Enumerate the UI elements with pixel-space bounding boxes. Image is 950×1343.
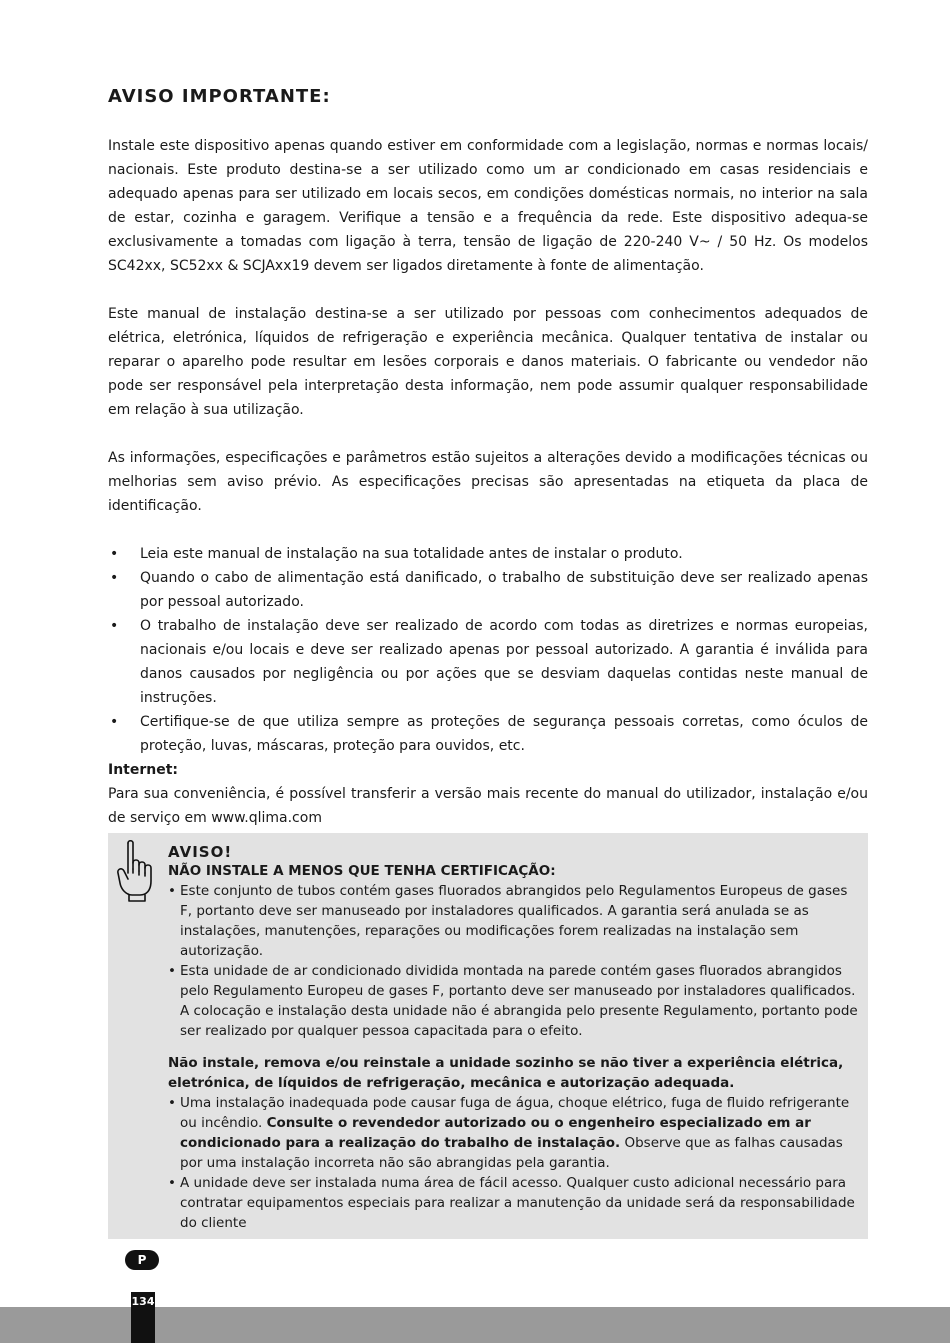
warning-list <box>168 881 862 1041</box>
page-number: 134 <box>131 1292 155 1343</box>
list-item: • A unidade deve ser instalada numa área de fácil acesso. Qualquer custo adicional necessário para contratar equipamentos especiais para realizar a manutenção da unidade será da responsabilidade do cliente <box>168 1173 862 1233</box>
warning-title: AVISO! <box>168 843 233 861</box>
language-badge: P <box>125 1250 159 1270</box>
warning-bold-paragraph: Não instale, remova e/ou reinstale a unidade sozinho se não tiver a experiência elétrica, eletrónica, de líquidos de refrigeração, mecânica e autorização adequada. <box>168 1055 844 1091</box>
list-item: • Quando o cabo de alimentação está danificado, o trabalho de substituição deve ser realizado apenas por pessoal autorizado. <box>108 566 868 614</box>
internet-heading: Internet: <box>108 762 179 778</box>
warning-box <box>108 833 868 1239</box>
page-title: AVISO IMPORTANTE: <box>108 86 331 107</box>
paragraph-specifications: As informações, especificações e parâmetros estão sujeitos a alterações devido a modificações técnicas ou melhorias sem aviso prévio. As especificações precisas são apresentadas na etiqueta da placa de identificação. <box>108 450 868 514</box>
list-item: • O trabalho de instalação deve ser realizado de acordo com todas as diretrizes e normas europeias, nacionais e/ou locais e deve ser realizado apenas por pessoal autorizado. A garantia é inválida para danos causados por negligência ou por ações que se desviam daquelas contidas neste manual de instruções. <box>108 614 868 710</box>
paragraph-conformity: Instale este dispositivo apenas quando estiver em conformidade com a legislação, normas e normas locais/ nacionais. Este produto destina-se a ser utilizado como um ar condicionado em casas residenciais e adequado apenas para ser utilizado em locais secos, em condições domésticas normais, no interior na sala de estar, cozinha e garagem. Verifique a tensão e a frequência da rede. Este dispositivo adequa-se exclusivamente a tomadas com ligação à terra, tensão de ligação de 220-240 V~ / 50 Hz. Os modelos SC42xx, SC52xx & SCJAxx19 devem ser ligados diretamente à fonte de alimentação. <box>108 138 868 274</box>
list-item: • Certifique-se de que utiliza sempre as proteções de segurança pessoais corretas, como óculos de proteção, luvas, máscaras, proteção para ouvidos, etc. <box>108 710 868 758</box>
item-text: Observe que as falhas causadas por uma instalação incorreta não são abrangidas pela garantia. <box>180 1135 843 1171</box>
warning-content <box>168 843 862 1233</box>
list-item: • Esta unidade de ar condicionado dividida montada na parede contém gases fluorados abrangidos pelo Regulamento Europeu de gases F, portanto deve ser manuseado por instaladores qualificados. A colocação e instalação desta unidade não é abrangida pelo presente Regulamento, portanto pode ser realizado por qualquer pessoa capacitada para o efeito. <box>168 961 862 1041</box>
safety-bullet-list <box>108 542 868 758</box>
internet-section <box>108 758 868 830</box>
item-text: Uma instalação inadequada pode causar fuga de água, choque elétrico, fuga de fluido refrigerante ou incêndio. <box>180 1095 850 1131</box>
warning-subtitle: NÃO INSTALE A MENOS QUE TENHA CERTIFICAÇÃO: <box>168 863 556 879</box>
list-item: • Leia este manual de instalação na sua totalidade antes de instalar o produto. <box>108 542 868 566</box>
list-item: • Este conjunto de tubos contém gases fluorados abrangidos pelo Regulamentos Europeus de gases F, portanto deve ser manuseado por instaladores qualificados. A garantia será anulada se as instalações, manutenções, reparações ou modificações forem realizadas na instalação sem autorização. <box>168 881 862 961</box>
internet-text: Para sua conveniência, é possível transferir a versão mais recente do manual do utilizador, instalação e/ou de serviço em www.qlima.com <box>108 786 868 826</box>
pointing-hand-icon <box>114 839 156 903</box>
item-bold-text: Consulte o revendedor autorizado ou o engenheiro especializado em ar condicionado para a realização do trabalho de instalação. <box>180 1115 811 1151</box>
warning-list-2 <box>168 1093 862 1233</box>
paragraph-installation-manual: Este manual de instalação destina-se a ser utilizado por pessoas com conhecimentos adequados de elétrica, eletrónica, líquidos de refrigeração e experiência mecânica. Qualquer tentativa de instalar ou reparar o aparelho pode resultar em lesões corporais e danos materiais. O fabricante ou vendedor não pode ser responsável pela interpretação desta informação, nem pode assumir qualquer responsabilidade em relação à sua utilização. <box>108 306 868 418</box>
list-item <box>168 1093 862 1173</box>
